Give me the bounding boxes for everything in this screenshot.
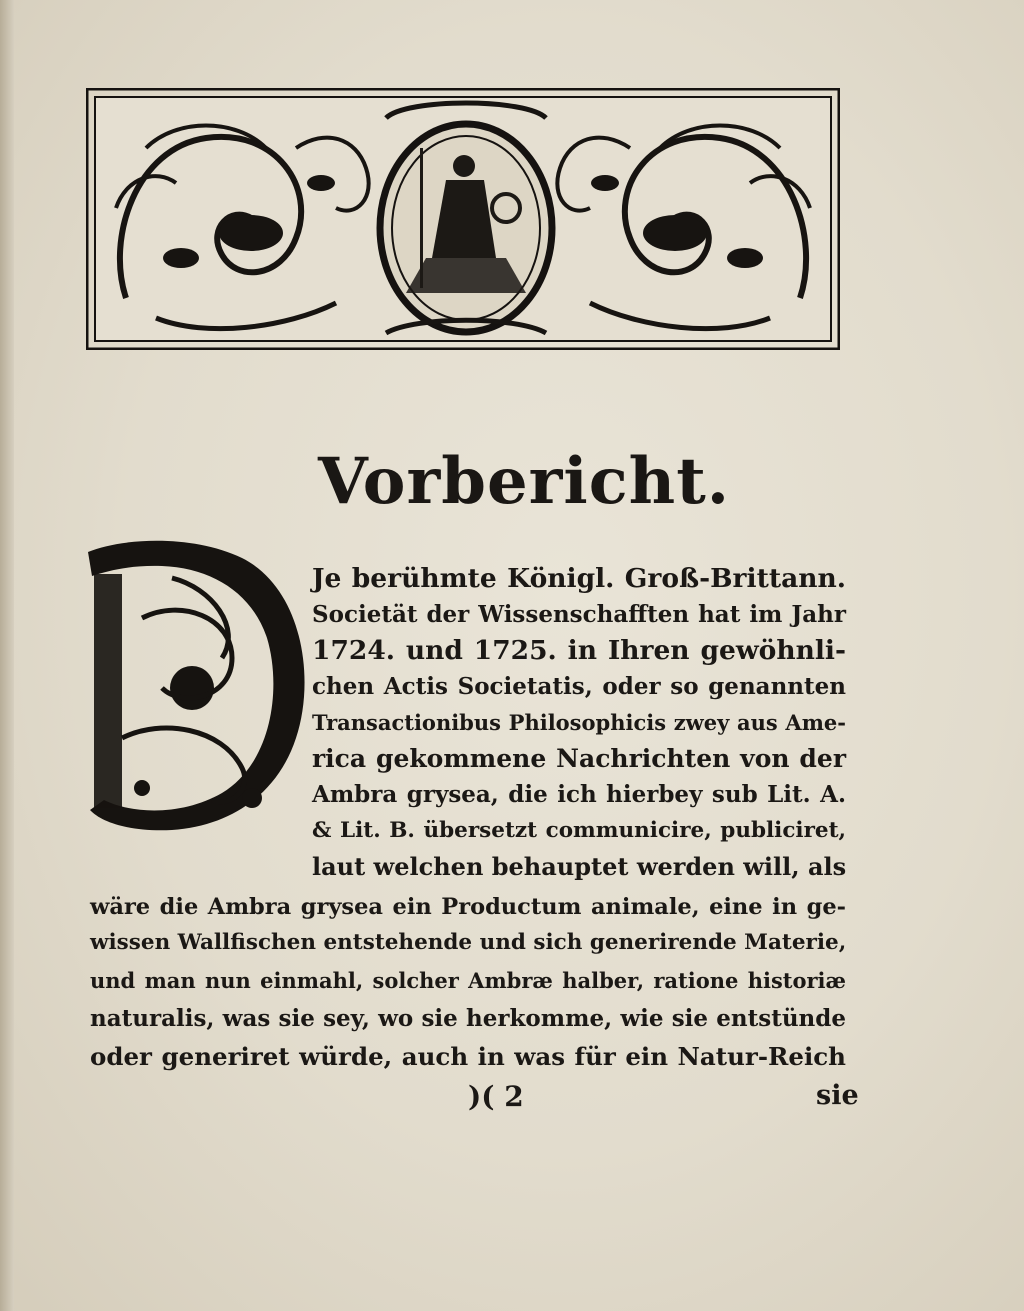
text-line-10: wäre die Ambra grysea ein Productum animale, eine in ge- [90,894,846,920]
text-line-12: und man nun einmahl, solcher Ambræ halber, ratione historiæ [90,968,846,993]
text-line-9: laut welchen behauptet werden will, als [312,852,847,881]
text-line-7: Ambra grysea, die ich hierbey sub Lit. A. [312,781,846,808]
ornamental-headpiece [86,88,840,350]
page-heading: Vorbericht. [318,444,731,519]
text-line-13: naturalis, was sie sey, wo sie herkomme, wie sie entstünde [90,1005,846,1032]
decorated-initial-d [82,538,314,834]
text-line-8: & Lit. B. übersetzt communicire, publiciret, [312,818,846,843]
signature-mark: )( 2 [468,1080,524,1113]
text-line-3: 1724. und 1725. in Ihren gewöhnli- [312,635,846,666]
text-line-14: oder generiret würde, auch in was für ein Natur-Reich [90,1042,846,1071]
text-line-5: Transactionibus Philosophicis zwey aus Ame- [312,710,846,735]
text-line-2: Societät der Wissenschafften hat im Jahr [312,601,846,628]
text-line-1: Je berühmte Königl. Groß-Brittann. [312,563,846,594]
book-spine-shadow [0,0,14,1311]
catchword: sie [816,1080,859,1111]
text-line-4: chen Actis Societatis, oder so genannten [312,673,846,700]
text-line-11: wissen Wallfischen entstehende und sich generirende Materie, [90,930,847,955]
text-line-6: rica gekommene Nachrichten von der [312,744,846,773]
